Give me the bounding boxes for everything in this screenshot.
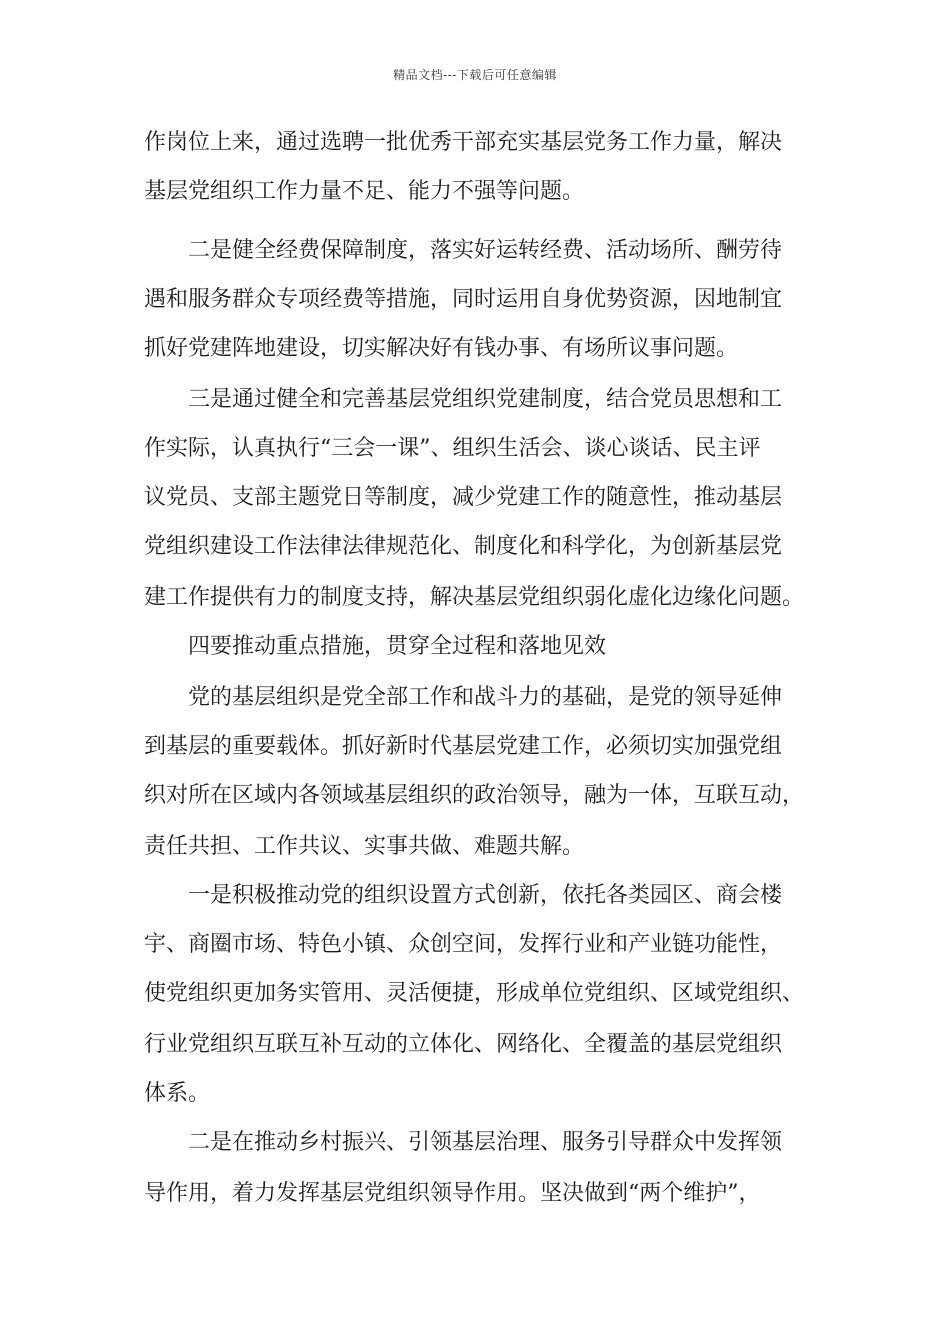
text-line: 责任共担、工作共议、实事共做、难题共解。 bbox=[144, 834, 585, 859]
text-line: 议党员、支部主题党日等制度，减少党建工作的随意性，推动基层 bbox=[144, 485, 783, 510]
text-line: 作岗位上来，通过选聘一批优秀干部充实基层党务工作力量，解决 bbox=[144, 130, 783, 155]
paragraph-first-line: 党的基层组织是党全部工作和战斗力的基础，是党的领导延伸 bbox=[188, 685, 783, 710]
paragraph-first-line: 三是通过健全和完善基层党组织党建制度，结合党员思想和工 bbox=[188, 387, 783, 412]
section-heading: 四要推动重点措施，贯穿全过程和落地见效 bbox=[188, 634, 607, 659]
text-line: 基层党组织工作力量不足、能力不强等问题。 bbox=[144, 179, 585, 204]
text-line: 使党组织更加务实管用、灵活便捷，形成单位党组织、区域党组织、 bbox=[144, 981, 805, 1006]
text-line: 抓好党建阵地建设，切实解决好有钱办事、有场所议事问题。 bbox=[144, 336, 739, 361]
paragraph-first-line: 二是健全经费保障制度，落实好运转经费、活动场所、酬劳待 bbox=[188, 238, 783, 263]
paragraph-first-line: 一是积极推动党的组织设置方式创新，依托各类园区、商会楼 bbox=[188, 883, 783, 908]
text-line: 作实际，认真执行“三会一课”、组织生活会、谈心谈话、民主评 bbox=[144, 436, 761, 461]
text-line: 到基层的重要载体。抓好新时代基层党建工作，必须切实加强党组 bbox=[144, 734, 783, 759]
text-line: 体系。 bbox=[144, 1081, 211, 1106]
text-line: 导作用，着力发挥基层党组织领导作用。坚决做到“两个维护”， bbox=[144, 1181, 761, 1206]
text-line: 遇和服务群众专项经费等措施，同时运用自身优势资源，因地制宜 bbox=[144, 287, 783, 312]
text-line: 织对所在区域内各领域基层组织的政治领导，融为一体，互联互动， bbox=[144, 783, 805, 808]
text-line: 行业党组织互联互补互动的立体化、网络化、全覆盖的基层党组织 bbox=[144, 1032, 783, 1057]
paragraph-first-line: 二是在推动乡村振兴、引领基层治理、服务引导群众中发挥领 bbox=[188, 1130, 783, 1155]
page-header: 精品文档---下载后可任意编辑 bbox=[393, 68, 557, 82]
text-line: 建工作提供有力的制度支持，解决基层党组织弱化虚化边缘化问题。 bbox=[144, 585, 805, 610]
text-line: 宇、商圈市场、特色小镇、众创空间，发挥行业和产业链功能性， bbox=[144, 932, 783, 957]
text-line: 党组织建设工作法律法律规范化、制度化和科学化，为创新基层党 bbox=[144, 534, 783, 559]
